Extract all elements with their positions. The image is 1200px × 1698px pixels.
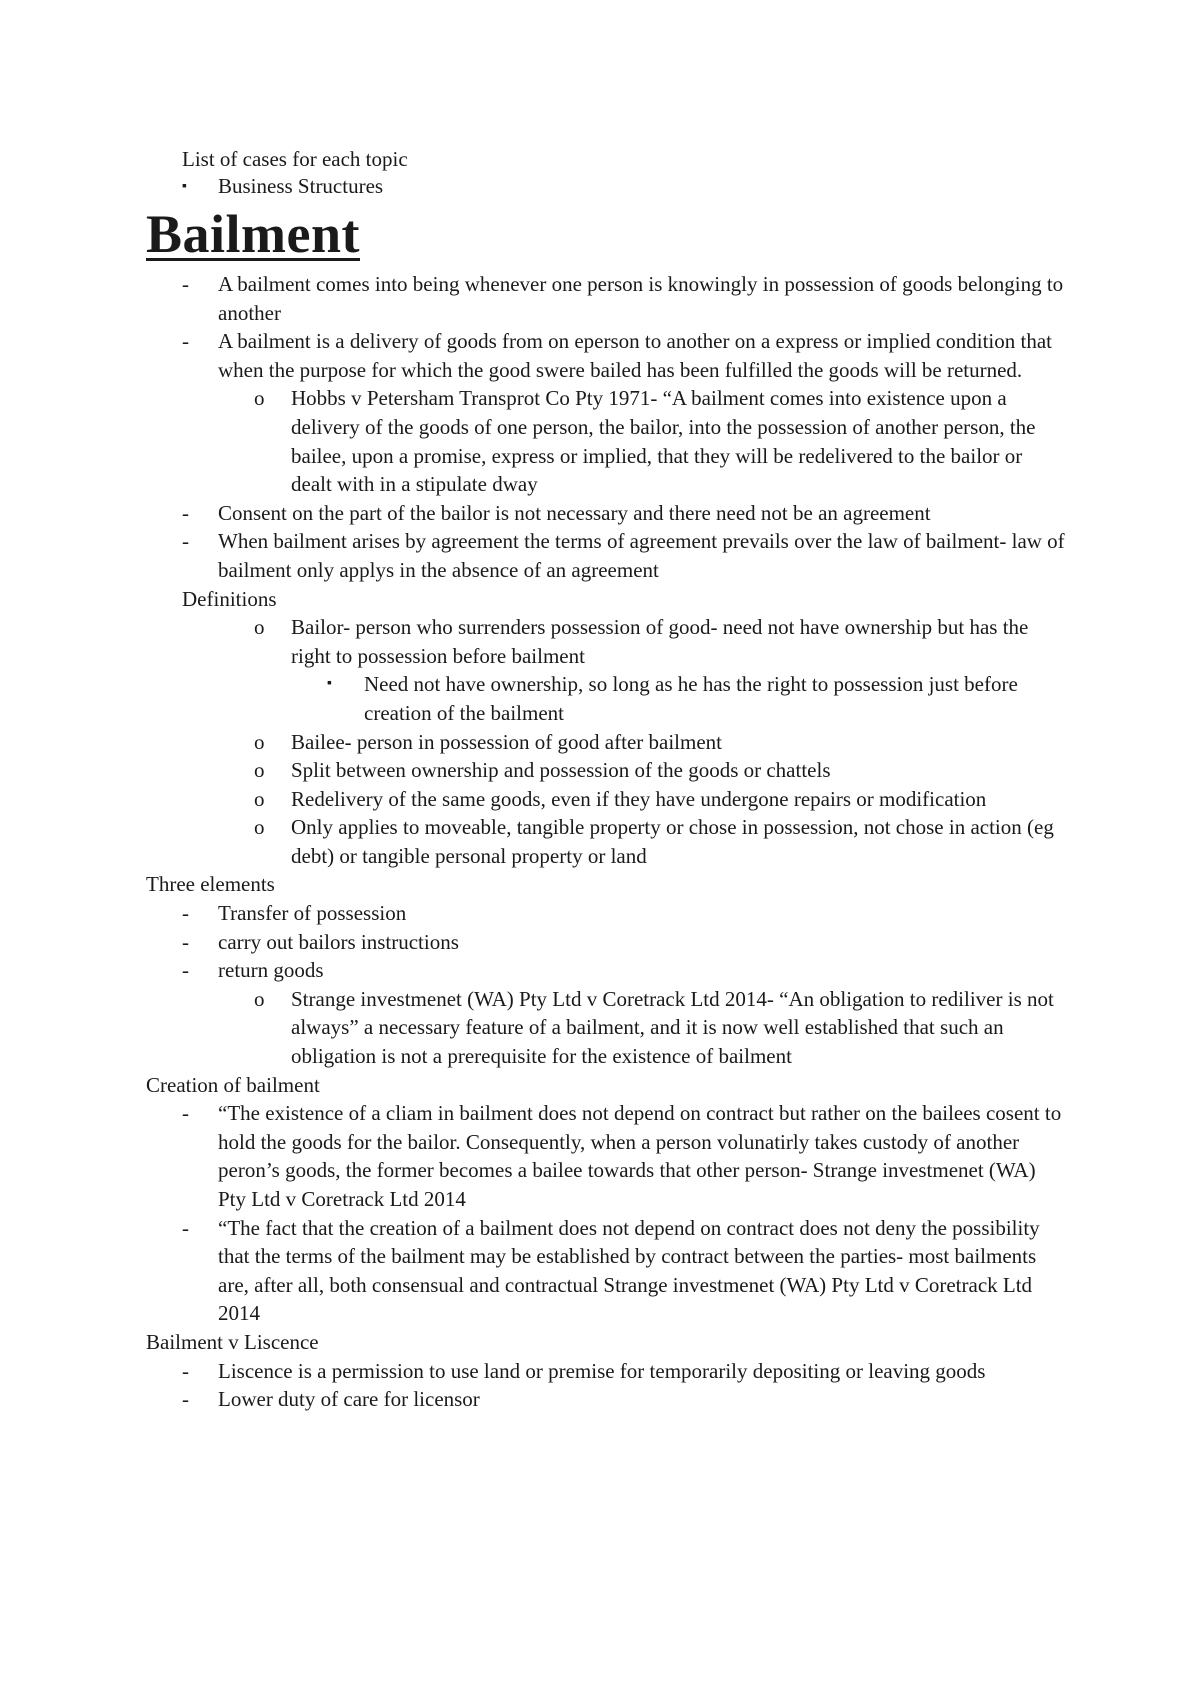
dash-bullet-icon: - (182, 529, 189, 554)
list-item-text: Lower duty of care for licensor (218, 1387, 480, 1412)
list-item (146, 670, 1066, 727)
dash-bullet-icon: - (182, 1101, 189, 1126)
circle-bullet-icon: o (254, 815, 265, 840)
list-item-text: carry out bailors instructions (218, 929, 459, 954)
dash-bullet-icon: - (182, 272, 189, 296)
list-item-text: Only applies to moveable, tangible property or chose in possession, not chose in action (eg debt) or tangible personal property or land (291, 815, 1054, 868)
list-item (146, 985, 1066, 1071)
square-bullet-icon: ▪ (182, 179, 187, 194)
list-item (146, 1385, 1066, 1414)
circle-bullet-icon: o (254, 615, 265, 640)
sub-bullet-text: Business Structures (218, 174, 384, 198)
list-item-text: Consent on the part of the bailor is not necessary and there need not be an agreement (218, 500, 931, 525)
circle-bullet-icon: o (254, 729, 265, 754)
section-heading-three-elements: Three elements (146, 872, 275, 897)
case-quote: Strange investmenet (WA) Pty Ltd v Coretrack Ltd 2014- “An obligation to rediliver is not always” a necessary feature of a bailment, and it is now well established that such an obligation is not a prerequisite for the existence of bailment (291, 986, 1054, 1069)
dash-bullet-icon: - (182, 329, 189, 354)
list-item (146, 928, 1066, 957)
list-item-text: Bailee- person in possession of good after bailment (291, 729, 722, 754)
list-item-text: Liscence is a permission to use land or premise for temporarily depositing or leaving goods (218, 1358, 986, 1383)
circle-bullet-icon: o (254, 386, 265, 411)
list-item (146, 899, 1066, 928)
dash-bullet-icon: - (182, 1358, 189, 1383)
sub-bullet-item (182, 173, 408, 200)
section-heading-definitions: Definitions (182, 586, 277, 611)
list-item-text: Redelivery of the same goods, even if they have undergone repairs or modification (291, 786, 987, 811)
list-item (146, 1357, 1066, 1386)
list-item (146, 1214, 1066, 1328)
list-item-text: “The existence of a cliam in bailment does not depend on contract but rather on the bailees cosent to hold the goods for the bailor. Consequently, when a person volunatirly takes custody of another peron’s goods, the former becomes a bailee towards that other person- Strange investmenet (WA) Pty Ltd v Coretrack Ltd 2014 (218, 1101, 1062, 1211)
dash-bullet-icon: - (182, 1387, 189, 1412)
dash-bullet-icon: - (182, 500, 189, 525)
list-item-text: Split between ownership and possession of the goods or chattels (291, 758, 831, 783)
list-item (146, 270, 1066, 327)
list-item (146, 613, 1066, 670)
list-item (146, 728, 1066, 757)
list-item-text: A bailment comes into being whenever one person is knowingly in possession of goods belonging to another (218, 272, 1064, 325)
list-item-text: A bailment is a delivery of goods from on eperson to another on a express or implied condition that when the purpose for which the good swere bailed has been fulfilled the goods will be returned. (218, 329, 1052, 382)
list-item (146, 756, 1066, 785)
dash-bullet-icon: - (182, 929, 189, 954)
list-item (146, 527, 1066, 584)
section-heading-licence: Bailment v Liscence (146, 1329, 319, 1354)
list-item (146, 956, 1066, 985)
circle-bullet-icon: o (254, 986, 265, 1011)
list-item (146, 384, 1066, 498)
circle-bullet-icon: o (254, 786, 265, 811)
list-item-text: Need not have ownership, so long as he has the right to possession just before creation of the bailment (364, 672, 1018, 725)
list-item-text: When bailment arises by agreement the terms of agreement prevails over the law of bailment- law of bailment only applys in the absence of an agreement (218, 529, 1065, 582)
dash-bullet-icon: - (182, 958, 189, 983)
section-heading-creation: Creation of bailment (146, 1072, 320, 1097)
list-item (146, 813, 1066, 870)
list-item-text: return goods (218, 958, 324, 983)
intro-line: List of cases for each topic (182, 147, 408, 171)
document-body (146, 270, 1066, 1414)
list-item (146, 499, 1066, 528)
case-quote: Hobbs v Petersham Transprot Co Pty 1971- “A bailment comes into existence upon a delivery of the goods of one person, the bailor, into the possession of another person, the bailee, upon a promise, express or implied, that they will be redelivered to the bailor or dealt with in a stipulate dway (291, 386, 1036, 497)
page-title: Bailment (146, 204, 360, 264)
dash-bullet-icon: - (182, 901, 189, 926)
list-item-text: Bailor- person who surrenders possession of good- need not have ownership but has the right to possession before bailment (291, 615, 1029, 668)
dash-bullet-icon: - (182, 1215, 189, 1240)
list-item (146, 1099, 1066, 1213)
list-item (146, 785, 1066, 814)
list-item-text: Transfer of possession (218, 901, 407, 926)
square-bullet-icon: ▪ (327, 676, 332, 692)
list-item-text: “The fact that the creation of a bailment does not depend on contract does not deny the possibility that the terms of the bailment may be established by contract between the parties- most bailments are, after all, both consensual and contractual Strange investmenet (WA) Pty Ltd v Coretrack Ltd 2014 (218, 1215, 1040, 1326)
circle-bullet-icon: o (254, 758, 265, 783)
header-block (182, 146, 408, 200)
list-item (146, 327, 1066, 384)
